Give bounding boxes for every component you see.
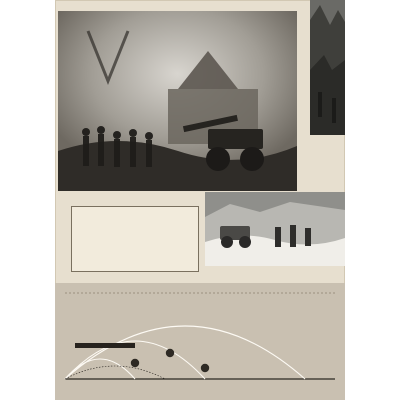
article-text [76, 211, 194, 269]
artillery-photo [58, 11, 297, 191]
snow-photo [205, 192, 345, 266]
trajectory-diagram [55, 283, 345, 400]
forest-photo-drawing [310, 0, 345, 135]
magazine-page [55, 0, 345, 400]
label-bar [75, 343, 135, 348]
snow-photo-drawing [205, 192, 345, 266]
diagram-marker-circle [201, 364, 209, 372]
diagram-marker-circle [131, 359, 139, 367]
right-caption [310, 140, 344, 188]
trajectory-diagram-drawing [55, 283, 345, 400]
diagram-marker-circle [166, 349, 174, 357]
forest-photo [310, 0, 345, 135]
article-box [71, 206, 199, 272]
snow-caption [207, 268, 343, 278]
artillery-photo-drawing [58, 11, 297, 191]
